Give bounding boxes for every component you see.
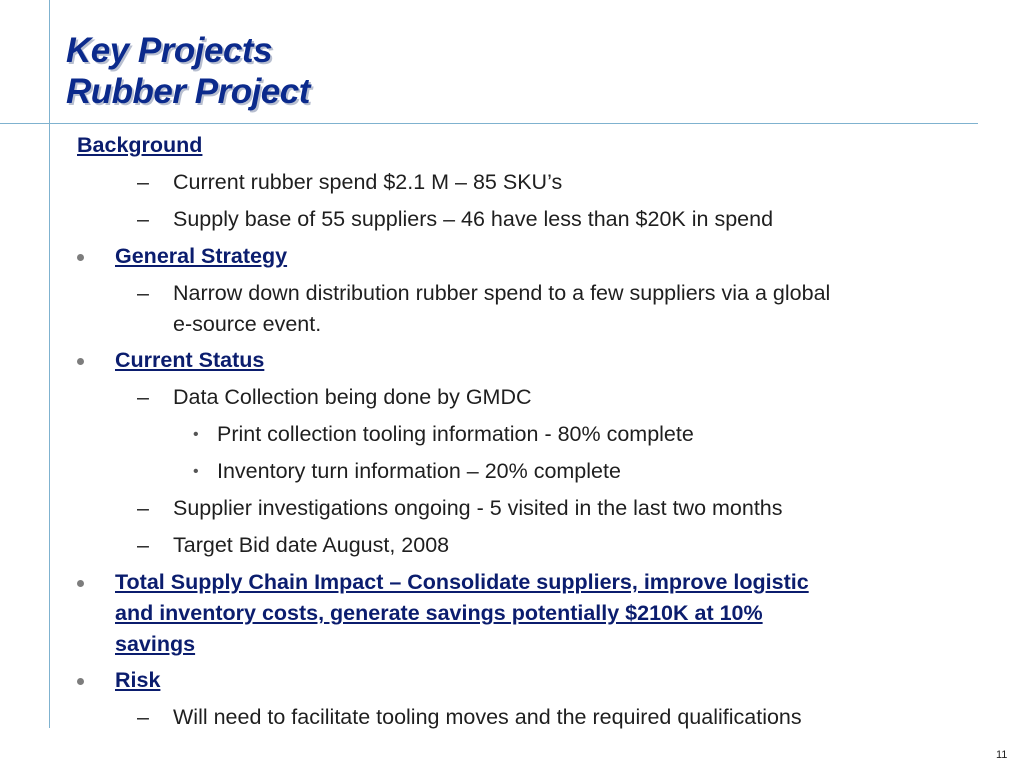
horizontal-rule — [0, 123, 978, 124]
total-supply-chain-line-3: savings — [115, 632, 196, 656]
bullet-marker — [77, 254, 84, 261]
general-strategy-item-line-2: e-source event. — [173, 312, 322, 336]
bullet-marker — [77, 580, 84, 587]
sub-bullet-marker: • — [193, 426, 199, 443]
dash-marker: – — [137, 385, 149, 409]
bullet-marker — [77, 678, 84, 685]
dash-marker: – — [137, 705, 149, 729]
current-status-subitem-inventory-turn: Inventory turn information – 20% complete — [217, 459, 621, 483]
general-strategy-item-line-1: Narrow down distribution rubber spend to a few suppliers via a global — [173, 281, 831, 305]
risk-item-tooling-moves: Will need to facilitate tooling moves and the required qualifications — [173, 705, 802, 729]
sub-bullet-marker: • — [193, 463, 199, 480]
dash-marker: – — [137, 533, 149, 557]
background-item-spend: Current rubber spend $2.1 M – 85 SKU’s — [173, 170, 563, 194]
general-strategy-heading: General Strategy — [115, 244, 288, 268]
total-supply-chain-line-2: and inventory costs, generate savings potentially $210K at 10% — [115, 601, 763, 625]
dash-marker: – — [137, 281, 149, 305]
risk-heading: Risk — [115, 668, 161, 692]
current-status-subitem-print-collection: Print collection tooling information - 80% complete — [217, 422, 694, 446]
background-item-supply-base: Supply base of 55 suppliers – 46 have less than $20K in spend — [173, 207, 774, 231]
current-status-item-supplier-investigations: Supplier investigations ongoing - 5 visited in the last two months — [173, 496, 783, 520]
current-status-item-target-bid: Target Bid date August, 2008 — [173, 533, 450, 557]
current-status-item-data-collection: Data Collection being done by GMDC — [173, 385, 532, 409]
vertical-rule — [49, 0, 50, 728]
current-status-heading: Current Status — [115, 348, 265, 372]
page-number: 11 — [996, 749, 1008, 761]
slide-title-line-2: Rubber Project — [66, 72, 310, 111]
background-heading: Background — [77, 133, 203, 157]
dash-marker: – — [137, 496, 149, 520]
dash-marker: – — [137, 207, 149, 231]
total-supply-chain-line-1: Total Supply Chain Impact – Consolidate suppliers, improve logistic — [115, 570, 809, 594]
dash-marker: – — [137, 170, 149, 194]
slide-title-line-1: Key Projects — [66, 31, 273, 70]
bullet-marker — [77, 358, 84, 365]
